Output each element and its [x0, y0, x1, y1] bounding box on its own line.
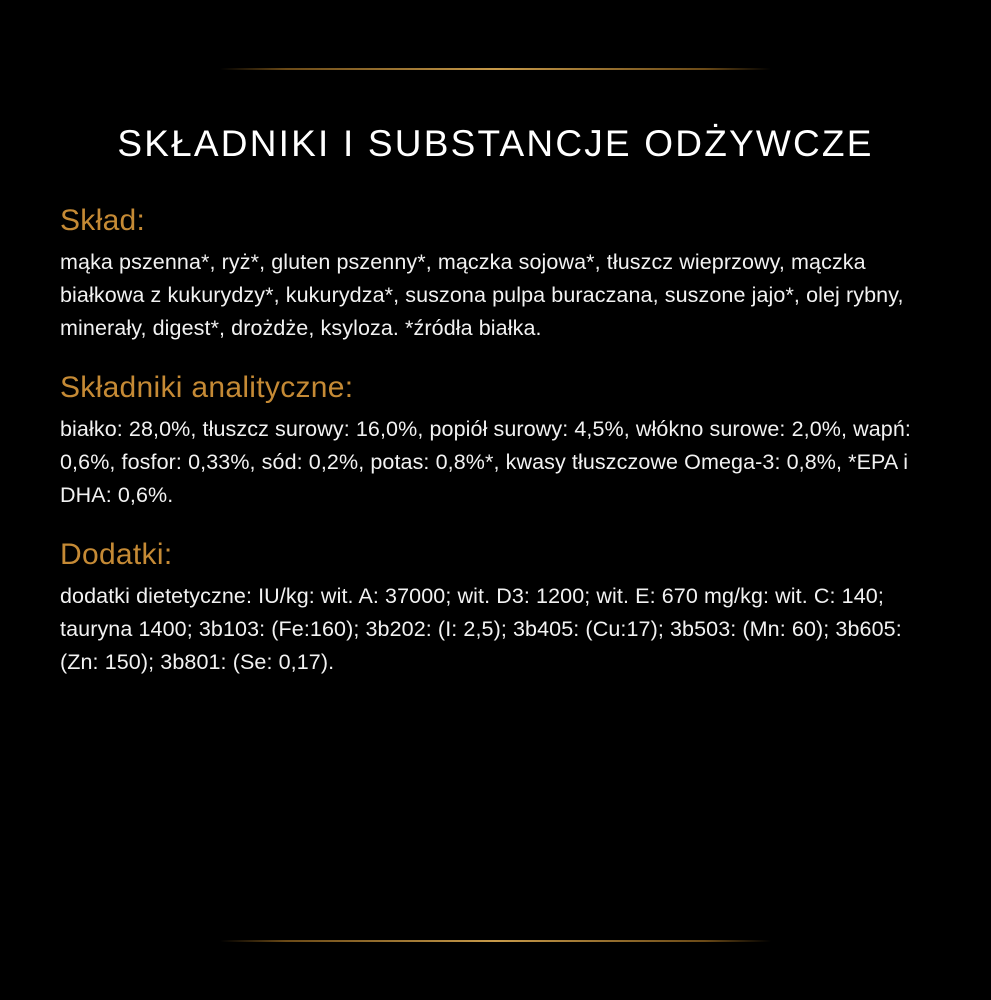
section-body-additives: dodatki dietetyczne: IU/kg: wit. A: 37000; wit. D3: 1200; wit. E: 670 mg/kg: wit. C: 140; tauryna 1400; 3b103: (Fe:160); 3b202: (I: 2,5); 3b405: (Cu:17); 3b503: (Mn: 60); 3b605: (Zn: 150); 3b801: (Se: 0,17).	[60, 583, 902, 674]
section-composition	[60, 204, 931, 345]
top-divider	[220, 68, 771, 70]
section-body-composition: mąka pszenna*, ryż*, gluten pszenny*, mączka sojowa*, tłuszcz wieprzowy, mączka białkowa z kukurydzy*, kukurydza*, suszona pulpa buraczana, suszone jajo*, olej rybny, minerały, digest*, drożdże, ksyloza. *źródła białka.	[60, 250, 904, 341]
section-additives	[60, 538, 931, 679]
bottom-divider-wrap	[60, 940, 931, 942]
bottom-divider	[220, 940, 771, 942]
section-heading-composition: Skład:	[60, 204, 146, 238]
section-analytical	[60, 371, 931, 512]
section-heading-additives: Dodatki:	[60, 537, 173, 571]
sections-container	[60, 204, 931, 678]
section-heading-analytical: Składniki analityczne:	[60, 371, 354, 405]
page-title: SKŁADNIKI I SUBSTANCJE ODŻYWCZE	[117, 123, 874, 164]
section-body-analytical: białko: 28,0%, tłuszcz surowy: 16,0%, popiół surowy: 4,5%, włókno surowe: 2,0%, wapń: 0,6%, fosfor: 0,33%, sód: 0,2%, potas: 0,8%*, kwasy tłuszczowe Omega-3: 0,8%, *EPA i DHA: 0,6%.	[60, 417, 911, 507]
bottom-spacer	[60, 678, 931, 940]
top-divider-wrap	[60, 68, 931, 70]
